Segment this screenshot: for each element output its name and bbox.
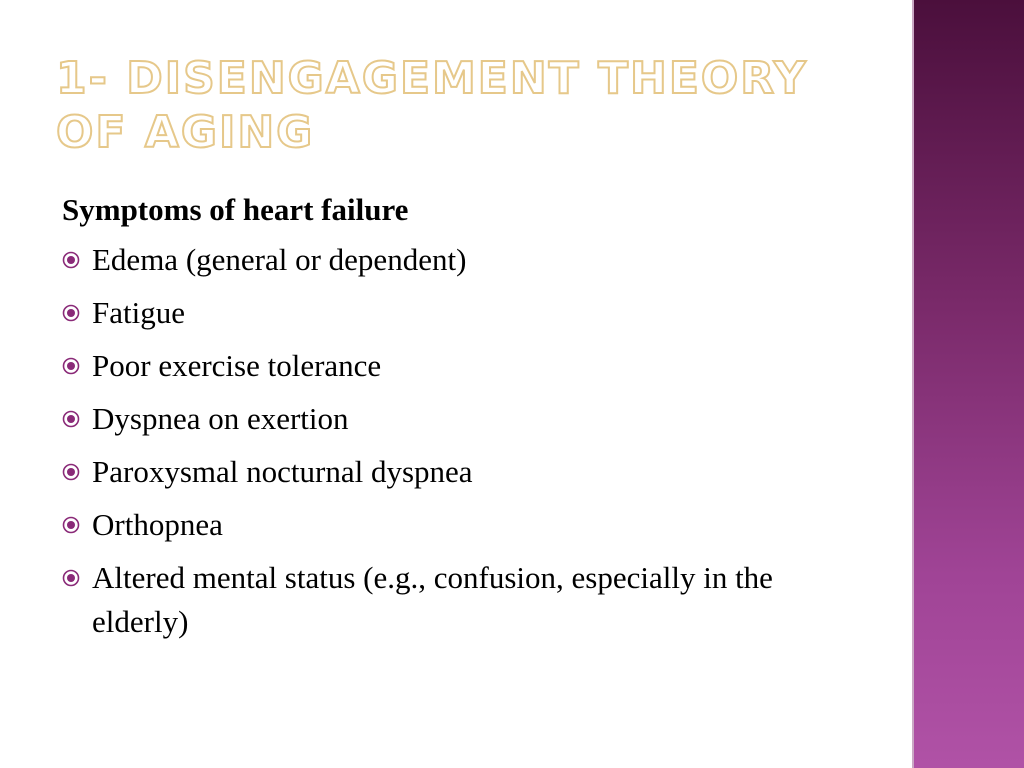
- list-item-text: Paroxysmal nocturnal dyspnea: [92, 454, 473, 489]
- list-item-text: Edema (general or dependent): [92, 242, 467, 277]
- circled-dot-icon: [62, 251, 80, 269]
- list-item-text: Orthopnea: [92, 507, 223, 542]
- list-item: [62, 556, 862, 644]
- list-item-text: Poor exercise tolerance: [92, 348, 382, 383]
- list-item-text: Altered mental status (e.g., confusion, especially in the elderly): [92, 560, 773, 639]
- list-item: [62, 344, 862, 388]
- list-item-text: Dyspnea on exertion: [92, 401, 349, 436]
- circled-dot-icon: [62, 463, 80, 481]
- slide-content: [62, 188, 862, 653]
- list-item: [62, 503, 862, 547]
- list-item: [62, 291, 862, 335]
- circled-dot-icon: [62, 357, 80, 375]
- list-item: [62, 397, 862, 441]
- decorative-side-bar: [912, 0, 1024, 768]
- bullet-list: [62, 238, 862, 644]
- list-item: [62, 450, 862, 494]
- circled-dot-icon: [62, 304, 80, 322]
- circled-dot-icon: [62, 569, 80, 587]
- slide-subtitle: Symptoms of heart failure: [62, 192, 409, 227]
- list-item-text: Fatigue: [92, 295, 185, 330]
- slide-title: 1- DISENGAGEMENT THEORY OF AGING: [56, 53, 808, 158]
- circled-dot-icon: [62, 516, 80, 534]
- list-item: [62, 238, 862, 282]
- circled-dot-icon: [62, 410, 80, 428]
